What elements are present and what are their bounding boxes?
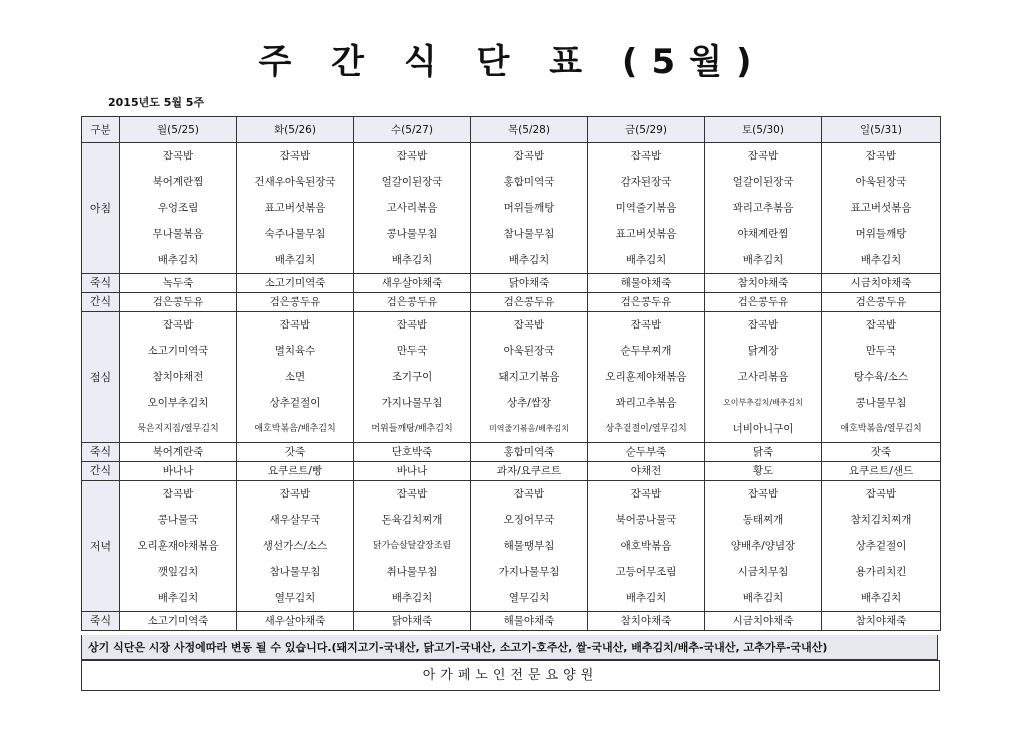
snack-row-1 [82, 293, 941, 312]
menu-item: 콩나물무침 [386, 228, 438, 240]
menu-item: 잡곡밥 [513, 488, 545, 500]
breakfast-thu [471, 143, 588, 274]
menu-item: 상추겉절이/열무김치 [605, 424, 687, 434]
dinner-fri [588, 481, 705, 612]
menu-item: 만두국 [396, 345, 428, 357]
menu-item: 감자된장국 [620, 176, 672, 188]
menu-item: 야채계란찜 [737, 228, 789, 240]
breakfast-sat [705, 143, 822, 274]
lunch-sun [822, 312, 941, 443]
menu-item: 바나나 [120, 462, 237, 481]
menu-item: 잡곡밥 [162, 488, 194, 500]
porridge-row-3 [82, 612, 941, 631]
menu-item: 잡곡밥 [865, 319, 897, 331]
menu-item: 검은콩두유 [705, 293, 822, 312]
menu-item: 잡곡밥 [396, 150, 428, 162]
menu-item: 머위들깨탕/배추김치 [371, 424, 453, 434]
menu-item: 소고기미역죽 [120, 612, 237, 631]
dinner-thu [471, 481, 588, 612]
menu-item: 잡곡밥 [279, 319, 311, 331]
lunch-label: 점심 [82, 312, 120, 443]
menu-item: 조기구이 [391, 371, 433, 383]
menu-item: 갓죽 [237, 443, 354, 462]
menu-item: 배추김치 [860, 592, 902, 604]
menu-item: 검은콩두유 [120, 293, 237, 312]
menu-item: 배추김치 [391, 254, 433, 266]
menu-item: 녹두죽 [120, 274, 237, 293]
menu-item: 참치야채전 [152, 371, 204, 383]
menu-item: 검은콩두유 [471, 293, 588, 312]
menu-item: 검은콩두유 [354, 293, 471, 312]
menu-item: 요쿠르트/빵 [237, 462, 354, 481]
weekly-menu-table [81, 116, 941, 631]
menu-item: 오이부추김치 [147, 397, 209, 409]
menu-item: 애호박볶음/열무김치 [840, 424, 922, 434]
menu-item: 생선가스/소스 [262, 540, 328, 552]
day-header-thu: 목(5/28) [471, 117, 588, 143]
menu-item: 북어계란죽 [120, 443, 237, 462]
menu-item: 잡곡밥 [747, 150, 779, 162]
menu-item: 오징어무국 [503, 514, 555, 526]
notice-text: 상기 식단은 시장 사정에따라 변동 될 수 있습니다.(돼지고기-국내산, 닭고기-국내산, 소고기-호주산, 쌀-국내산, 배추김치/배추-국내산, 고추가루-국내산) [81, 635, 938, 660]
menu-item: 소면 [284, 371, 306, 383]
menu-item: 잡곡밥 [865, 150, 897, 162]
menu-item: 북어콩나물국 [615, 514, 677, 526]
menu-item: 검은콩두유 [237, 293, 354, 312]
menu-item: 깻잎김치 [157, 566, 199, 578]
menu-item: 시금치무침 [737, 566, 789, 578]
menu-item: 닭가슴살달걀장조림 [372, 541, 452, 551]
menu-item: 콩나물무침 [855, 397, 907, 409]
menu-item: 배추김치 [508, 254, 550, 266]
menu-item: 콩나물국 [157, 514, 199, 526]
menu-item: 닭야채죽 [471, 274, 588, 293]
menu-item: 배추김치 [742, 254, 784, 266]
menu-item: 참나물무침 [503, 228, 555, 240]
menu-item: 배추김치 [157, 254, 199, 266]
dinner-mon [120, 481, 237, 612]
menu-item: 잡곡밥 [279, 488, 311, 500]
menu-item: 잡곡밥 [630, 150, 662, 162]
lunch-row [82, 312, 941, 443]
menu-item: 배추김치 [625, 254, 667, 266]
menu-item: 참치야채죽 [705, 274, 822, 293]
menu-item: 고사리볶음 [386, 202, 438, 214]
dinner-sat [705, 481, 822, 612]
menu-item: 잡곡밥 [747, 488, 779, 500]
menu-item: 배추김치 [625, 592, 667, 604]
menu-item: 새우살야채죽 [354, 274, 471, 293]
menu-item: 상추/쌈장 [506, 397, 552, 409]
breakfast-label: 아침 [82, 143, 120, 274]
menu-item: 참나물무침 [269, 566, 321, 578]
day-header-sun: 일(5/31) [822, 117, 941, 143]
breakfast-tue [237, 143, 354, 274]
day-header-tue: 화(5/26) [237, 117, 354, 143]
day-header-fri: 금(5/29) [588, 117, 705, 143]
menu-item: 표고버섯볶음 [264, 202, 326, 214]
menu-item: 잡곡밥 [747, 319, 779, 331]
menu-item: 만두국 [865, 345, 897, 357]
lunch-tue [237, 312, 354, 443]
menu-item: 배추김치 [391, 592, 433, 604]
menu-item: 시금치야채죽 [822, 274, 941, 293]
menu-item: 상추겉절이 [269, 397, 321, 409]
breakfast-mon [120, 143, 237, 274]
menu-item: 단호박죽 [354, 443, 471, 462]
menu-item: 꽈리고추볶음 [615, 397, 677, 409]
menu-item: 고등어무조림 [615, 566, 677, 578]
menu-item: 참치야채죽 [822, 612, 941, 631]
menu-item: 잡곡밥 [865, 488, 897, 500]
menu-item: 아욱된장국 [503, 345, 555, 357]
page-title: 주 간 식 단 표 (5월) [258, 42, 766, 82]
menu-item: 잡곡밥 [630, 488, 662, 500]
dinner-sun [822, 481, 941, 612]
menu-item: 배추김치 [742, 592, 784, 604]
menu-item: 순두부찌개 [620, 345, 672, 357]
menu-item: 미역줄기볶음 [615, 202, 677, 214]
footer-facility-name: 아가페노인전문요양원 [81, 660, 940, 691]
menu-item: 애호박볶음 [620, 540, 672, 552]
menu-item: 탕수육/소스 [853, 371, 909, 383]
menu-item: 바나나 [354, 462, 471, 481]
menu-item: 표고버섯볶음 [615, 228, 677, 240]
category-header: 구분 [82, 117, 120, 143]
menu-item: 가지나물무침 [498, 566, 560, 578]
week-label: 2015년도 5월 5주 [108, 96, 205, 109]
header-row [82, 117, 941, 143]
menu-item: 해물야채죽 [588, 274, 705, 293]
menu-item: 잡곡밥 [396, 488, 428, 500]
menu-item: 황도 [705, 462, 822, 481]
menu-item: 새우살야채죽 [237, 612, 354, 631]
menu-item: 멸치육수 [274, 345, 316, 357]
breakfast-fri [588, 143, 705, 274]
menu-item: 얼갈이된장국 [732, 176, 794, 188]
menu-item: 야채전 [588, 462, 705, 481]
menu-item: 무나물볶음 [152, 228, 204, 240]
menu-item: 잡곡밥 [162, 319, 194, 331]
menu-item: 오이부추김치/배추김치 [723, 398, 803, 407]
menu-item: 묵은지지짐/열무김치 [137, 424, 219, 434]
menu-item: 미역줄기볶음/배추김치 [489, 424, 569, 433]
menu-item: 해물야채죽 [471, 612, 588, 631]
menu-item: 머위들깨탕 [503, 202, 555, 214]
porridge-row-2 [82, 443, 941, 462]
menu-item: 배추김치 [157, 592, 199, 604]
menu-item: 양배추/양념장 [730, 540, 796, 552]
menu-item: 돼지고기볶음 [498, 371, 560, 383]
menu-item: 숙주나물무침 [264, 228, 326, 240]
menu-item: 동태찌개 [742, 514, 784, 526]
menu-item: 순두부죽 [588, 443, 705, 462]
menu-item: 해물땡부침 [503, 540, 555, 552]
day-header-wed: 수(5/27) [354, 117, 471, 143]
menu-item: 요쿠르트/샌드 [822, 462, 941, 481]
lunch-fri [588, 312, 705, 443]
menu-item: 고사리볶음 [737, 371, 789, 383]
menu-item: 검은콩두유 [588, 293, 705, 312]
menu-item: 너비아니구이 [732, 423, 794, 435]
menu-item: 닭계장 [747, 345, 779, 357]
menu-item: 소고기미역국 [147, 345, 209, 357]
dinner-wed [354, 481, 471, 612]
lunch-mon [120, 312, 237, 443]
porridge-label: 죽식 [82, 274, 120, 293]
menu-item: 표고버섯볶음 [850, 202, 912, 214]
breakfast-row [82, 143, 941, 274]
menu-item: 닭죽 [705, 443, 822, 462]
menu-item: 건새우아욱된장국 [254, 176, 336, 188]
menu-item: 잣죽 [822, 443, 941, 462]
snack-row-2 [82, 462, 941, 481]
porridge-label: 죽식 [82, 612, 120, 631]
breakfast-wed [354, 143, 471, 274]
menu-item: 잡곡밥 [396, 319, 428, 331]
menu-item: 잡곡밥 [162, 150, 194, 162]
menu-item: 오리훈재야채볶음 [137, 540, 219, 552]
snack-label: 간식 [82, 462, 120, 481]
menu-item: 오리훈제야채볶음 [605, 371, 687, 383]
menu-item: 소고기미역죽 [237, 274, 354, 293]
menu-item: 잡곡밥 [630, 319, 662, 331]
menu-item: 잡곡밥 [513, 319, 545, 331]
lunch-sat [705, 312, 822, 443]
menu-item: 열무김치 [274, 592, 316, 604]
dinner-row [82, 481, 941, 612]
menu-item: 홍합미역죽 [471, 443, 588, 462]
menu-item: 잡곡밥 [513, 150, 545, 162]
menu-item: 배추김치 [274, 254, 316, 266]
porridge-label: 죽식 [82, 443, 120, 462]
menu-item: 열무김치 [508, 592, 550, 604]
menu-item: 꽈리고추볶음 [732, 202, 794, 214]
menu-item: 참치야채죽 [588, 612, 705, 631]
menu-item: 닭야채죽 [354, 612, 471, 631]
menu-item: 북어계란찜 [152, 176, 204, 188]
menu-item: 과자/요쿠르트 [471, 462, 588, 481]
menu-item: 잡곡밥 [279, 150, 311, 162]
dinner-label: 저녁 [82, 481, 120, 612]
menu-item: 시금치야채죽 [705, 612, 822, 631]
menu-item: 돈육김치찌개 [381, 514, 443, 526]
menu-item: 우엉조림 [157, 202, 199, 214]
breakfast-sun [822, 143, 941, 274]
day-header-mon: 월(5/25) [120, 117, 237, 143]
lunch-thu [471, 312, 588, 443]
menu-item: 검은콩두유 [822, 293, 941, 312]
menu-item: 얼갈이된장국 [381, 176, 443, 188]
menu-item: 머위들깨탕 [855, 228, 907, 240]
porridge-row-1 [82, 274, 941, 293]
lunch-wed [354, 312, 471, 443]
dinner-tue [237, 481, 354, 612]
menu-item: 배추김치 [860, 254, 902, 266]
menu-item: 애호박볶음/배추김치 [254, 424, 336, 434]
menu-item: 참치김치찌개 [850, 514, 912, 526]
day-header-sat: 토(5/30) [705, 117, 822, 143]
menu-item: 용가리치킨 [855, 566, 907, 578]
menu-item: 가지나물무침 [381, 397, 443, 409]
menu-item: 상추겉절이 [855, 540, 907, 552]
menu-item: 아욱된장국 [855, 176, 907, 188]
menu-item: 취나물무침 [386, 566, 438, 578]
menu-item: 새우살무국 [269, 514, 321, 526]
snack-label: 간식 [82, 293, 120, 312]
menu-item: 홍합미역국 [503, 176, 555, 188]
